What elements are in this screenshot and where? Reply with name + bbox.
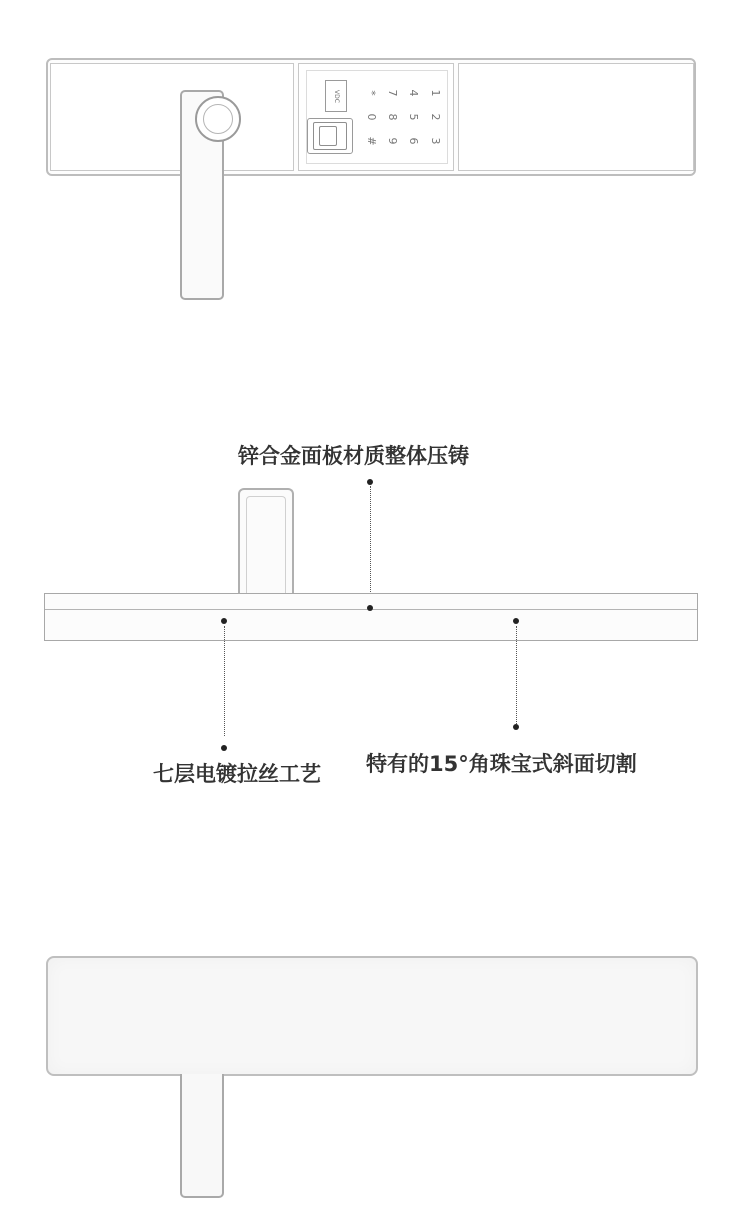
callout-line-right	[516, 626, 517, 724]
knob-inner-ring	[203, 104, 233, 134]
key-1: 1	[429, 89, 442, 97]
vdc-port	[325, 80, 347, 112]
key-2: 2	[429, 113, 442, 121]
key-hash: #	[365, 136, 378, 146]
key-3: 3	[429, 137, 442, 145]
back-handle	[180, 1074, 224, 1198]
callout-line-left	[224, 626, 225, 736]
callout-dot-right-end	[513, 724, 519, 730]
callout-dot-top-start	[367, 479, 373, 485]
callout-dot-top-end	[367, 605, 373, 611]
side-view-panel	[44, 593, 698, 641]
fingerprint-sensor-core	[319, 126, 337, 146]
vdc-label: VDC	[332, 89, 340, 103]
callout-dot-right	[513, 618, 519, 624]
back-view-panel	[46, 956, 698, 1076]
key-star: *	[365, 90, 378, 96]
key-4: 4	[407, 89, 420, 97]
side-handle-inner	[246, 496, 286, 596]
callout-dot-left-end	[221, 745, 227, 751]
callout-line-top	[370, 486, 371, 604]
callout-label-right: 特有的15°角珠宝式斜面切割	[366, 752, 637, 776]
callout-label-left: 七层电镀拉丝工艺	[153, 762, 321, 786]
key-5: 5	[407, 113, 420, 121]
key-9: 9	[386, 137, 399, 145]
key-7: 7	[386, 89, 399, 97]
key-8: 8	[386, 113, 399, 121]
key-6: 6	[407, 137, 420, 145]
key-0: 0	[365, 113, 378, 121]
callout-dot-left	[221, 618, 227, 624]
front-left-section	[50, 63, 294, 171]
callout-label-top: 锌合金面板材质整体压铸	[238, 444, 469, 468]
front-right-section	[458, 63, 694, 171]
